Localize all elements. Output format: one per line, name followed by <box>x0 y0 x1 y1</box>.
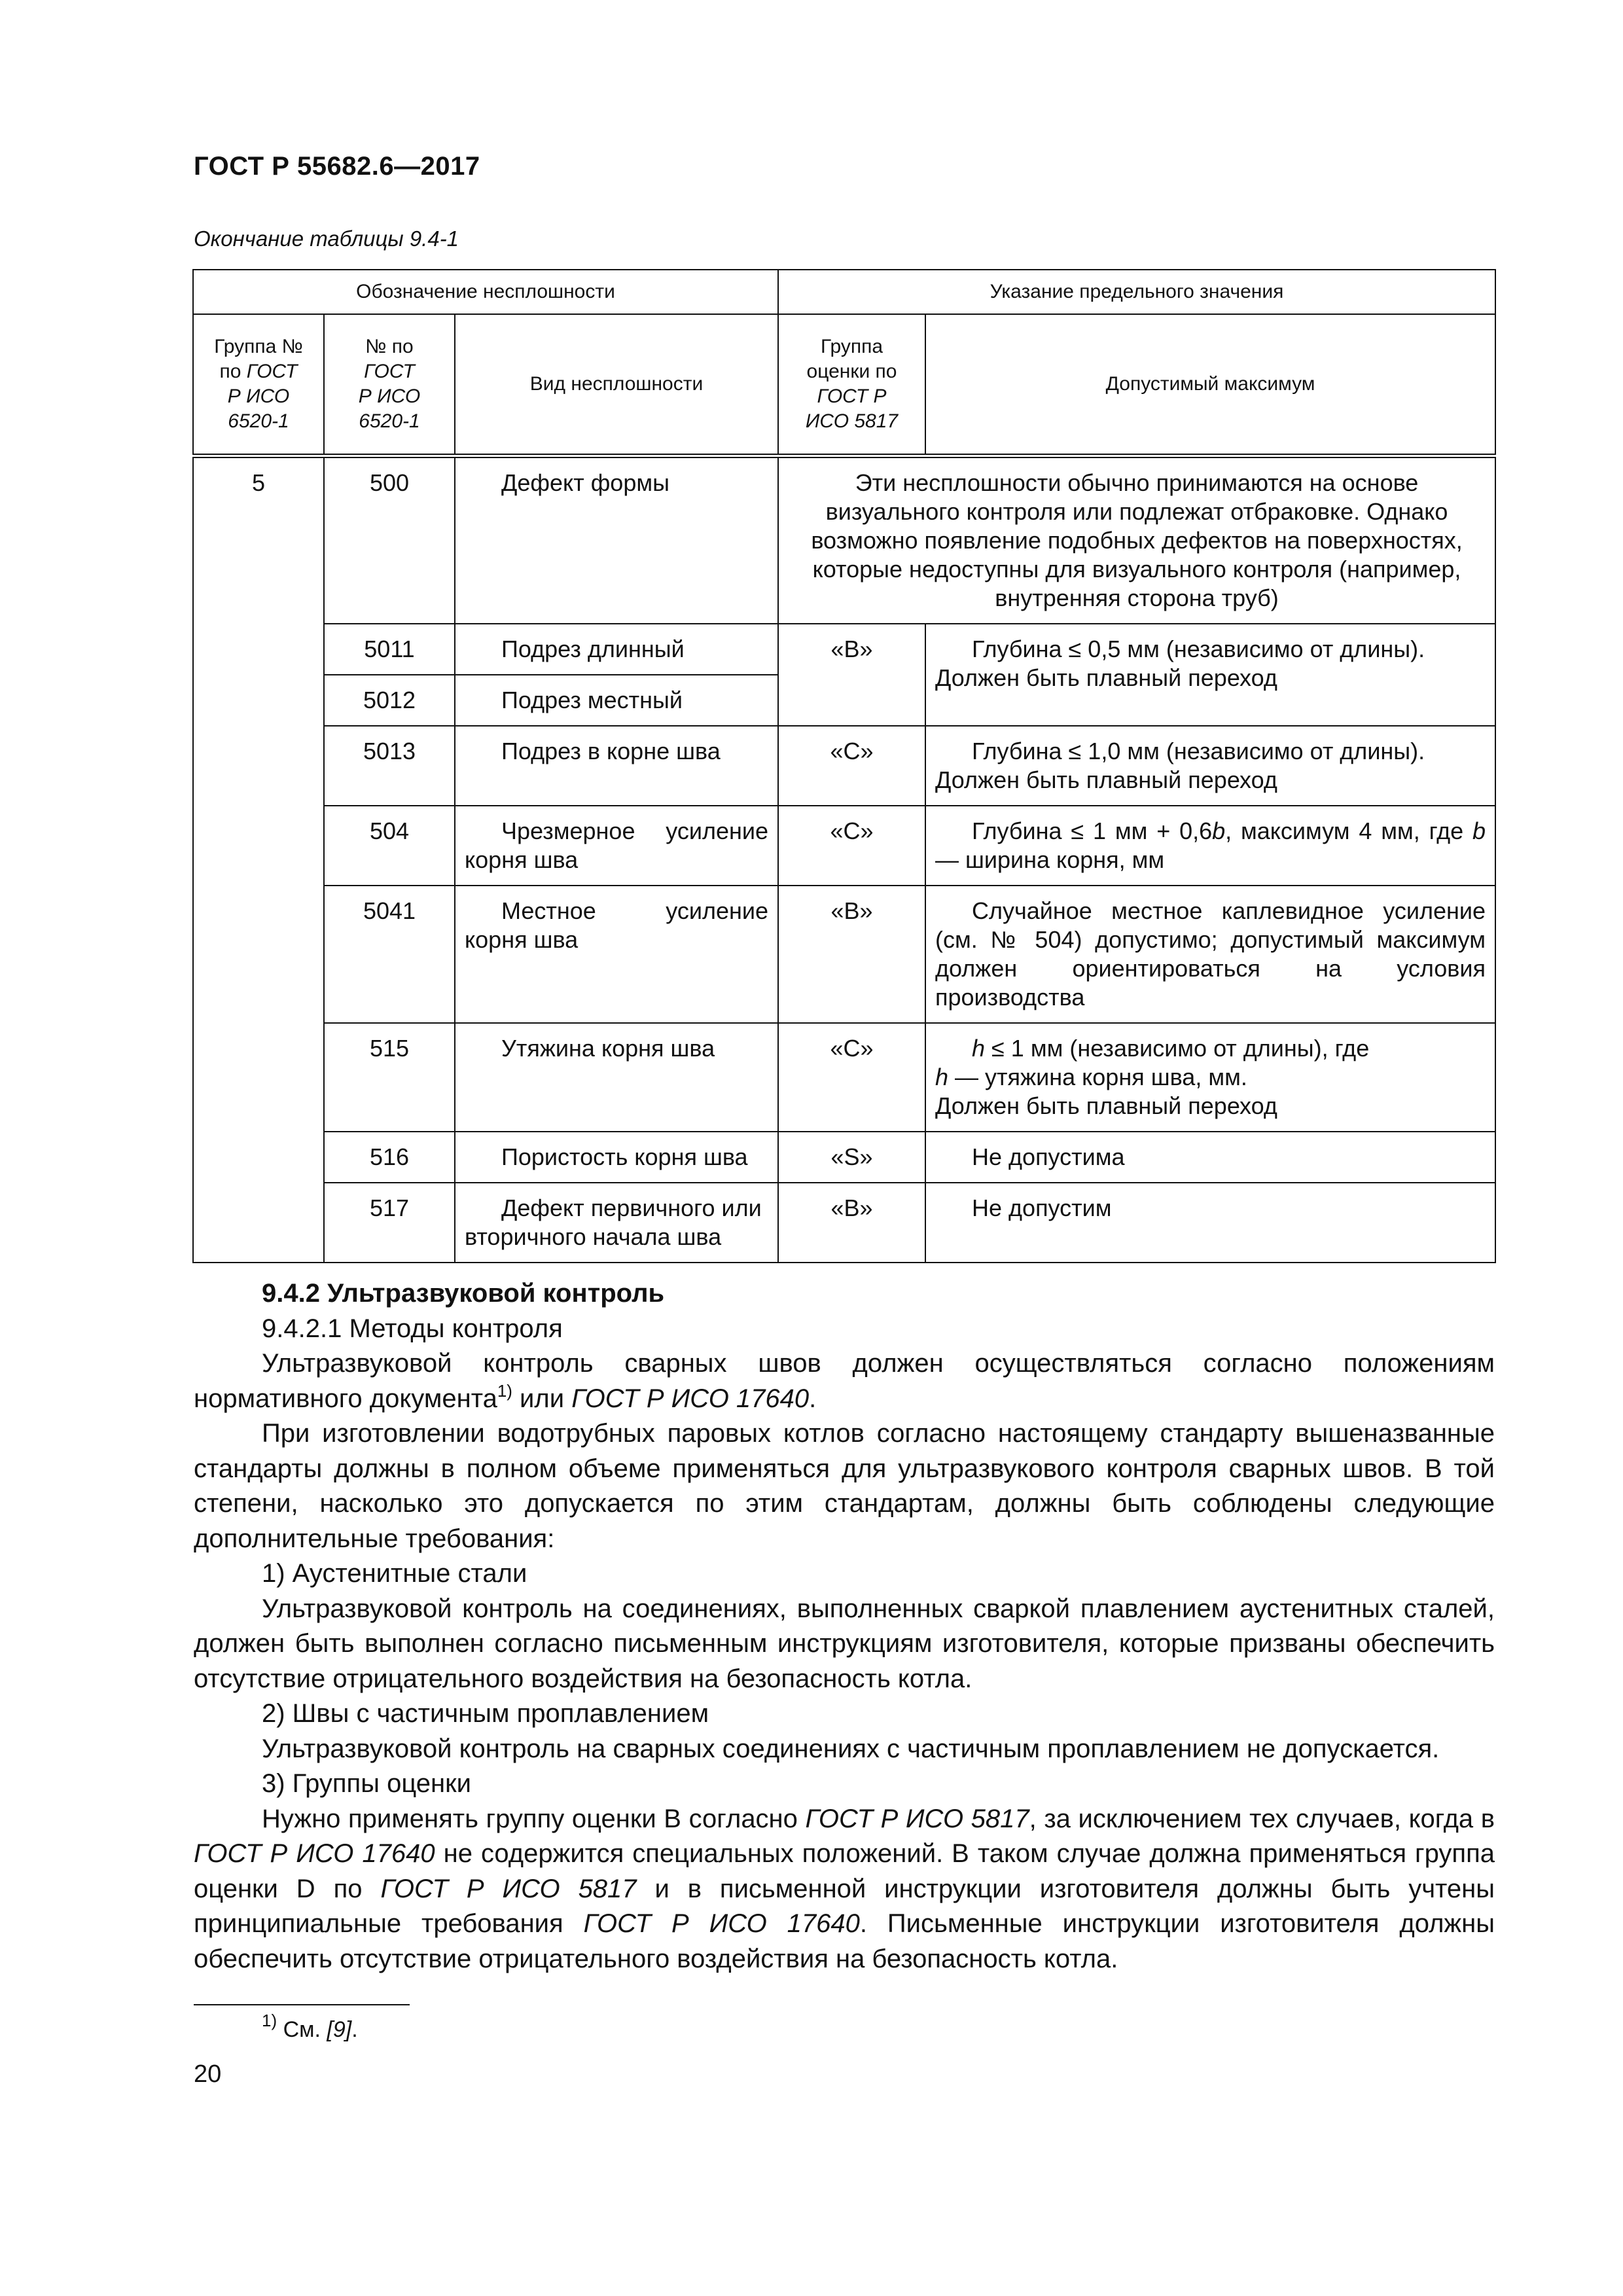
cell-kind: Дефект формы <box>455 456 778 624</box>
cell-grade: «S» <box>778 1132 925 1183</box>
cell-kind: Пористость корня шва <box>455 1132 778 1183</box>
col-header-group: Группа № по ГОСТ Р ИСО 6520-1 <box>193 314 324 456</box>
cell-number: 516 <box>324 1132 455 1183</box>
cell-note: Эти несплошности обычно принимаются на основе визуального контроля или подлежат отбраковке. Однако возможно появление подобных дефектов на поверхностях, которые недоступны для визуального контроля (например, внутренняя сторона труб) <box>778 456 1495 624</box>
cell-max: Глубина ≤ 0,5 мм (независимо от длины). Должен быть плавный переход <box>925 624 1495 726</box>
spec-table <box>192 269 1496 1263</box>
cell-number: 517 <box>324 1183 455 1263</box>
cell-max: Глубина ≤ 1,0 мм (независимо от длины). Должен быть плавный переход <box>925 726 1495 806</box>
table-row <box>193 456 1495 624</box>
footnote-marker: 1) <box>497 1380 512 1401</box>
cell-kind: Местное усиление корня шва <box>455 886 778 1023</box>
cell-number: 504 <box>324 806 455 886</box>
cell-number: 5013 <box>324 726 455 806</box>
header-limit-indication: Указание предельного значения <box>778 270 1495 314</box>
cell-grade: «C» <box>778 1023 925 1132</box>
standard-reference: ГОСТ Р ИСО 5817 <box>805 1804 1029 1833</box>
col-header-max: Допустимый максимум <box>925 314 1495 456</box>
table-row <box>193 886 1495 1023</box>
standard-reference: ГОСТ Р ИСО 17640 <box>194 1839 435 1868</box>
table-row <box>193 1023 1495 1132</box>
subsection-heading: 9.4.2.1 Методы контроля <box>262 1314 563 1343</box>
cell-kind: Подрез длинный <box>455 624 778 675</box>
list-item: 3) Группы оценки <box>262 1769 471 1798</box>
page-number: 20 <box>194 2060 222 2088</box>
col-header-assessment-group: Группа оценки по ГОСТ Р ИСО 5817 <box>778 314 925 456</box>
cell-grade: «C» <box>778 806 925 886</box>
standard-reference: ГОСТ Р ИСО 17640 <box>571 1384 810 1413</box>
cell-number: 515 <box>324 1023 455 1132</box>
cell-kind: Подрез в корне шва <box>455 726 778 806</box>
col-header-number: № по ГОСТ Р ИСО 6520-1 <box>324 314 455 456</box>
cell-number: 5041 <box>324 886 455 1023</box>
paragraph: Ультразвуковой контроль на соединениях, выполненных сваркой плавлением аустенитных сталей, должен быть выполнен согласно письменным инструкциям изготовителя, которые призваны обеспечить отсутствие отрицательного воздействия на безопасность котла. <box>194 1594 1495 1693</box>
cell-kind: Дефект первичного или вторичного начала шва <box>455 1183 778 1263</box>
list-item: 1) Аустенитные стали <box>262 1559 527 1588</box>
header-discontinuity-designation: Обозначение несплошности <box>193 270 778 314</box>
standard-reference: ГОСТ Р ИСО 5817 <box>380 1874 637 1903</box>
table-caption: Окончание таблицы 9.4-1 <box>194 226 459 251</box>
footnote: $^{1)}$ См. [9]. <box>262 2011 358 2042</box>
table-row <box>193 1132 1495 1183</box>
body-text <box>194 1276 1495 1977</box>
footnote-separator <box>194 2004 410 2005</box>
paragraph: Нужно применять группу оценки B согласно ГОСТ Р ИСО 5817, за исключением тех случаев, когда в ГОСТ Р ИСО 17640 не содержится специальных положений. В таком случае должна применяться группа оценки D по ГОСТ Р ИСО 5817 и в письменной инструкции изготовителя должны быть учтены принципиальные требования ГОСТ Р ИСО 17640. Письменные инструкции изготовителя должны обеспечить отсутствие отрицательного воздействия на безопасность котла. <box>194 1804 1495 1973</box>
cell-kind: Утяжина корня шва <box>455 1023 778 1132</box>
col-header-kind: Вид несплошности <box>455 314 778 456</box>
cell-kind: Подрез местный <box>455 675 778 726</box>
cell-grade: «B» <box>778 624 925 726</box>
cell-number: 5012 <box>324 675 455 726</box>
cell-grade: «B» <box>778 1183 925 1263</box>
cell-max: Не допустима <box>925 1132 1495 1183</box>
cell-max: Не допустим <box>925 1183 1495 1263</box>
cell-group: 5 <box>193 456 324 1263</box>
cell-grade: «C» <box>778 726 925 806</box>
cell-max: h ≤ 1 мм (независимо от длины), где h — утяжина корня шва, мм. Должен быть плавный переход <box>925 1023 1495 1132</box>
table-row <box>193 806 1495 886</box>
cell-grade: «B» <box>778 886 925 1023</box>
paragraph: При изготовлении водотрубных паровых котлов согласно настоящему стандарту вышеназванные стандарты должны в полном объеме применяться для ультразвукового контроля сварных швов. В той степени, насколько это допускается по этим стандартам, должны быть соблюдены следующие дополнительные требования: <box>194 1419 1495 1553</box>
table-row <box>193 624 1495 675</box>
cell-max: Случайное местное каплевидное усиление (см. № 504) допустимо; допустимый максимум должен ориентироваться на условия производства <box>925 886 1495 1023</box>
cell-number: 5011 <box>324 624 455 675</box>
cell-kind: Чрезмерное усиление корня шва <box>455 806 778 886</box>
standard-reference: ГОСТ Р ИСО 17640 <box>583 1909 860 1938</box>
cell-number: 500 <box>324 456 455 624</box>
page-header: ГОСТ Р 55682.6—2017 <box>194 152 480 181</box>
cell-max: Глубина ≤ 1 мм + 0,6b, максимум 4 мм, где b — ширина корня, мм <box>925 806 1495 886</box>
table-row <box>193 726 1495 806</box>
paragraph: Ультразвуковой контроль на сварных соединениях с частичным проплавлением не допускается. <box>262 1734 1440 1763</box>
section-heading: 9.4.2 Ультразвуковой контроль <box>262 1279 665 1308</box>
table-row <box>193 1183 1495 1263</box>
list-item: 2) Швы с частичным проплавлением <box>262 1699 709 1728</box>
paragraph: Ультразвуковой контроль сварных швов должен осуществляться согласно положениям нормативного документа$^{1)}$ или ГОСТ Р ИСО 17640. <box>194 1349 1495 1413</box>
